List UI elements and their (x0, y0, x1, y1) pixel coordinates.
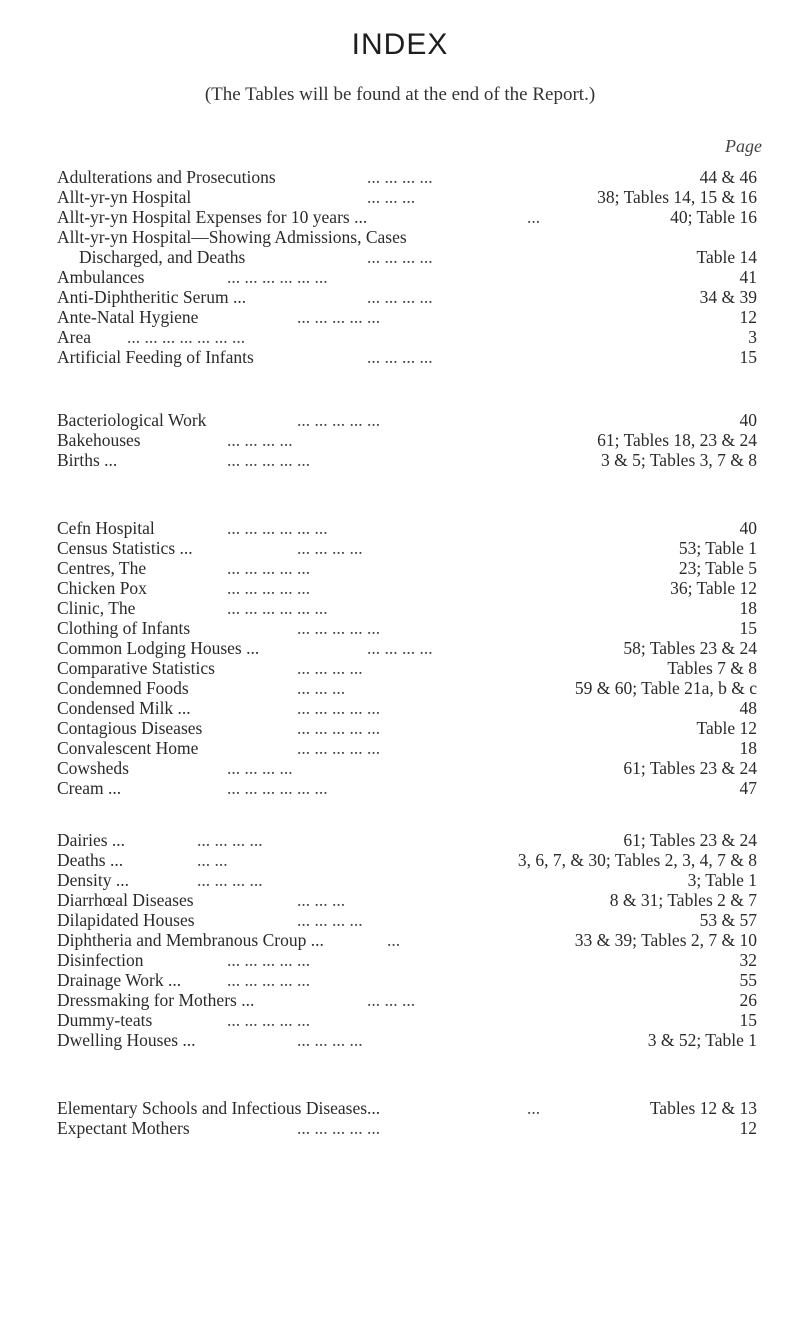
entry-page-ref: 53; Table 1 (678, 538, 757, 558)
entry-label: Area (57, 327, 92, 347)
entry-page-ref: 3 (748, 327, 757, 347)
index-entry (57, 307, 757, 327)
leader-dots: ... ... ... ... (297, 910, 363, 930)
entry-label: Adulterations and Prosecutions (57, 167, 276, 187)
entry-label: Discharged, and Deaths (79, 247, 246, 267)
entry-page-ref: 33 & 39; Tables 2, 7 & 10 (574, 930, 757, 950)
page-subtitle: (The Tables will be found at the end of the Report.) (204, 84, 596, 105)
index-entry (57, 167, 757, 187)
entry-label: Disinfection (57, 950, 144, 970)
entry-label: Centres, The (57, 558, 147, 578)
entry-page-ref: 53 & 57 (699, 910, 757, 930)
section-e (57, 1098, 757, 1138)
entry-label: Common Lodging Houses ... (57, 638, 260, 658)
entry-page-ref: 61; Tables 23 & 24 (623, 830, 757, 850)
index-entry (57, 267, 757, 287)
leader-dots: ... ... ... ... ... (297, 718, 381, 738)
leader-dots: ... ... ... ... (197, 830, 263, 850)
index-entry (57, 410, 757, 430)
leader-dots: ... ... ... ... ... (297, 738, 381, 758)
entry-page-ref: 40 (739, 518, 757, 538)
entry-page-ref: 61; Tables 23 & 24 (623, 758, 757, 778)
entry-label: Ambulances (57, 267, 145, 287)
section-b (57, 410, 757, 470)
entry-label: Drainage Work ... (57, 970, 182, 990)
section-a (57, 167, 757, 367)
page-column-heading: Page (725, 136, 762, 156)
leader-dots: ... ... ... (367, 990, 416, 1010)
entry-label: Deaths ... (57, 850, 124, 870)
index-entry (57, 518, 757, 538)
leader-dots: ... ... ... ... ... (297, 1118, 381, 1138)
leader-dots: ... (527, 207, 541, 227)
entry-page-ref: 40 (739, 410, 757, 430)
entry-label: Allt-yr-yn Hospital—Showing Admissions, Cases (57, 227, 407, 247)
entry-label: Allt-yr-yn Hospital (57, 187, 192, 207)
entry-page-ref: 41 (739, 267, 757, 287)
index-entry (57, 758, 757, 778)
leader-dots: ... ... ... (297, 678, 346, 698)
index-entry (57, 347, 757, 367)
entry-page-ref: 59 & 60; Table 21a, b & c (574, 678, 757, 698)
index-entry (57, 598, 757, 618)
index-entry (57, 1030, 757, 1050)
index-entry (57, 558, 757, 578)
entry-page-ref: 3 & 52; Table 1 (647, 1030, 757, 1050)
index-entry (57, 187, 757, 207)
entry-label: Convalescent Home (57, 738, 199, 758)
entry-label: Comparative Statistics (57, 658, 215, 678)
entry-page-ref: 34 & 39 (699, 287, 757, 307)
entry-page-ref: Tables 7 & 8 (667, 658, 757, 678)
leader-dots: ... ... ... ... (367, 347, 433, 367)
index-entry (57, 638, 757, 658)
index-entry (57, 930, 757, 950)
entry-label: Dwelling Houses ... (57, 1030, 196, 1050)
entry-label: Bakehouses (57, 430, 141, 450)
entry-label: Condemned Foods (57, 678, 189, 698)
entry-label: Anti-Diphtheritic Serum ... (57, 287, 247, 307)
index-entry (57, 538, 757, 558)
entry-page-ref: 3, 6, 7, & 30; Tables 2, 3, 4, 7 & 8 (517, 850, 757, 870)
entry-page-ref: 36; Table 12 (670, 578, 757, 598)
entry-label: Clothing of Infants (57, 618, 191, 638)
entry-label: Diphtheria and Membranous Croup ... (57, 930, 324, 950)
leader-dots: ... ... ... (367, 187, 416, 207)
index-entry (57, 970, 757, 990)
entry-label: Expectant Mothers (57, 1118, 190, 1138)
leader-dots: ... ... ... ... ... (297, 698, 381, 718)
entry-label: Cream ... (57, 778, 122, 798)
entry-label: Elementary Schools and Infectious Diseases... (57, 1098, 381, 1118)
leader-dots: ... ... (197, 850, 228, 870)
leader-dots: ... ... ... ... ... ... (227, 598, 328, 618)
section-c (57, 518, 757, 798)
leader-dots: ... ... ... ... ... (297, 307, 381, 327)
index-entry (57, 698, 757, 718)
index-entry (57, 1010, 757, 1030)
leader-dots: ... ... ... ... ... (297, 410, 381, 430)
entry-label: Census Statistics ... (57, 538, 193, 558)
leader-dots: ... ... ... ... ... (227, 970, 311, 990)
entry-page-ref: 15 (739, 347, 757, 367)
index-entry (57, 910, 757, 930)
entry-page-ref: 3 & 5; Tables 3, 7 & 8 (601, 450, 757, 470)
entry-page-ref: 12 (739, 1118, 757, 1138)
index-entry (57, 990, 757, 1010)
leader-dots: ... ... ... ... (367, 247, 433, 267)
entry-page-ref: Table 12 (696, 718, 757, 738)
entry-label: Dairies ... (57, 830, 126, 850)
leader-dots: ... ... ... ... ... ... (227, 518, 328, 538)
leader-dots: ... ... ... ... (297, 538, 363, 558)
leader-dots: ... ... ... ... ... ... (227, 778, 328, 798)
entry-page-ref: 32 (739, 950, 757, 970)
leader-dots: ... ... ... ... (297, 658, 363, 678)
leader-dots: ... ... ... ... ... ... ... (127, 327, 246, 347)
leader-dots: ... ... ... ... ... (227, 950, 311, 970)
index-entry (57, 430, 757, 450)
entry-page-ref: Table 14 (696, 247, 757, 267)
index-entry (57, 950, 757, 970)
section-d (57, 830, 757, 1050)
entry-page-ref: 55 (739, 970, 757, 990)
leader-dots: ... ... ... ... (227, 758, 293, 778)
index-entry (57, 227, 757, 247)
entry-label: Dilapidated Houses (57, 910, 195, 930)
entry-page-ref: 47 (739, 778, 757, 798)
leader-dots: ... ... ... ... (367, 167, 433, 187)
index-entry (57, 247, 757, 267)
index-entry (57, 578, 757, 598)
entry-page-ref: 15 (739, 1010, 757, 1030)
leader-dots: ... ... ... ... (367, 287, 433, 307)
entry-label: Births ... (57, 450, 118, 470)
entry-page-ref: 40; Table 16 (670, 207, 757, 227)
entry-label: Diarrhœal Diseases (57, 890, 194, 910)
entry-label: Bacteriological Work (57, 410, 207, 430)
index-entry (57, 870, 757, 890)
leader-dots: ... ... ... ... (197, 870, 263, 890)
index-entry (57, 718, 757, 738)
leader-dots: ... ... ... ... (227, 430, 293, 450)
entry-label: Chicken Pox (57, 578, 147, 598)
index-entry (57, 658, 757, 678)
leader-dots: ... ... ... (297, 890, 346, 910)
entry-label: Cowsheds (57, 758, 129, 778)
entry-label: Clinic, The (57, 598, 136, 618)
leader-dots: ... ... ... ... ... (297, 618, 381, 638)
leader-dots: ... ... ... ... (297, 1030, 363, 1050)
entry-page-ref: 18 (739, 738, 757, 758)
leader-dots: ... ... ... ... ... ... (227, 267, 328, 287)
leader-dots: ... ... ... ... ... (227, 578, 311, 598)
entry-page-ref: 12 (739, 307, 757, 327)
entry-page-ref: 8 & 31; Tables 2 & 7 (609, 890, 757, 910)
entry-label: Condensed Milk ... (57, 698, 191, 718)
index-entry (57, 890, 757, 910)
entry-label: Contagious Diseases (57, 718, 203, 738)
index-entry (57, 778, 757, 798)
index-entry (57, 678, 757, 698)
leader-dots: ... ... ... ... ... (227, 558, 311, 578)
index-entry (57, 287, 757, 307)
entry-page-ref: 38; Tables 14, 15 & 16 (597, 187, 757, 207)
entry-page-ref: 58; Tables 23 & 24 (623, 638, 757, 658)
page-title: INDEX (351, 28, 449, 61)
entry-page-ref: Tables 12 & 13 (649, 1098, 757, 1118)
leader-dots: ... (387, 930, 401, 950)
entry-page-ref: 3; Table 1 (687, 870, 757, 890)
entry-label: Allt-yr-yn Hospital Expenses for 10 years ... (57, 207, 368, 227)
entry-label: Artificial Feeding of Infants (57, 347, 254, 367)
index-entry (57, 327, 757, 347)
index-entry (57, 1098, 757, 1118)
index-entry (57, 1118, 757, 1138)
entry-label: Ante-Natal Hygiene (57, 307, 199, 327)
index-entry (57, 207, 757, 227)
leader-dots: ... ... ... ... (367, 638, 433, 658)
leader-dots: ... ... ... ... ... (227, 450, 311, 470)
index-entry (57, 850, 757, 870)
index-entry (57, 738, 757, 758)
leader-dots: ... ... ... ... ... (227, 1010, 311, 1030)
index-entry (57, 830, 757, 850)
entry-page-ref: 26 (739, 990, 757, 1010)
entry-page-ref: 18 (739, 598, 757, 618)
index-entry (57, 450, 757, 470)
entry-label: Cefn Hospital (57, 518, 155, 538)
entry-page-ref: 48 (739, 698, 757, 718)
entry-page-ref: 23; Table 5 (678, 558, 757, 578)
index-entry (57, 618, 757, 638)
entry-page-ref: 61; Tables 18, 23 & 24 (597, 430, 757, 450)
leader-dots: ... (527, 1098, 541, 1118)
entry-page-ref: 15 (739, 618, 757, 638)
entry-page-ref: 44 & 46 (699, 167, 757, 187)
entry-label: Dummy-teats (57, 1010, 153, 1030)
entry-label: Density ... (57, 870, 129, 890)
entry-label: Dressmaking for Mothers ... (57, 990, 255, 1010)
